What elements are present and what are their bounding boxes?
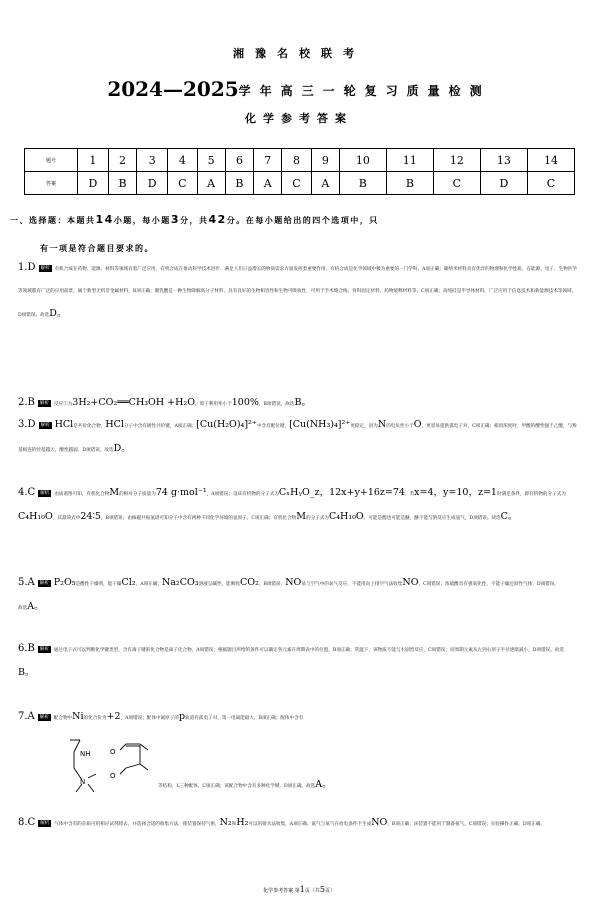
q-number: 10 — [339, 149, 386, 172]
row-label-answer: 答案 — [25, 172, 78, 195]
q-answer: D — [137, 172, 168, 195]
q-number: 13 — [480, 149, 527, 172]
exam-org: 湘豫名校联考 — [233, 47, 365, 60]
q-number: 5 — [197, 149, 225, 172]
q-answer: A — [311, 172, 339, 195]
q7-number: 7.A — [18, 711, 35, 722]
q-number: 12 — [433, 149, 480, 172]
explanation-q8: 8.C 解析 气体中含有的杂质可用相应试剂除去，并选择合适的收集方法，使装置保持气密，N₂和H₂可以用排水法收集，A项正确；氮气与氧气在放电条件下生成NO，B项正确；该装置不能用于制备氨气，C项错误；实验操作正确，D项正确。 — [18, 817, 545, 828]
q-number: 11 — [386, 149, 433, 172]
analysis-tag: 解析 — [39, 401, 49, 406]
q8-number: 8.C — [18, 817, 36, 828]
q-answer: D — [480, 172, 527, 195]
ligand-structure — [66, 734, 156, 796]
q-answer: B — [339, 172, 386, 195]
analysis-tag: 解析 — [40, 821, 50, 826]
q1-number: 1.D — [18, 262, 36, 273]
q-number: 6 — [225, 149, 254, 172]
section-heading-line1: 一、选择题：本题共14小题，每小题3分，共42分。在每小题给出的四个选项中，只 — [10, 213, 379, 226]
q-answer: C — [168, 172, 198, 195]
explanation-q7: 7.A 解析 配合物中Ni的化合价为+2，A项错误；配体中氮原子的p轨道有孤电子对，第一电离能最大，B项正确；配体中含有 等结构，L三种配体，C项正确；该配合物中含有多种化学键，D项正确。故选A。 — [18, 706, 578, 798]
explanation-q6: 6.B 解析 通过电子式可以判断化学键类型，含有离子键的化合物是离子化合物，A项错误；根据题目所给的条件可以确定各元素在周期表中的位置，B项正确；常温下，该物质不能与水剧烈反应，C项错误；同周期元素从左到右原子半径逐渐减小，D项错误。故选B。 — [18, 643, 564, 678]
analysis-tag: 解析 — [40, 423, 50, 428]
exam-years: 2024—2025 — [107, 77, 239, 101]
page-footer: 化学参考答案 第1页（共5页） — [263, 885, 335, 894]
struct-nh: NH — [80, 750, 91, 758]
q6-number: 6.B — [18, 643, 35, 654]
q-number: 3 — [137, 149, 168, 172]
explanation-q3: 3.D 解析 HCl是共价化合物，HCl分子中含有极性共价键，A项正确；[Cu(H₂O)₄]²⁺中含有配位键，[Cu(NH₃)₄]²⁺更稳定，因为N的电负性小于O，更容易提供孤电子对，C项正确；相同浓度时，甲酸的酸性强于乙酸，与羧基相连的烃基越大，酸性越弱，D项错误。故选D。 — [18, 419, 577, 454]
analysis-tag: 解析 — [40, 266, 50, 271]
analysis-tag: 解析 — [39, 581, 49, 586]
q-answer: D — [78, 172, 109, 195]
q-number: 8 — [282, 149, 312, 172]
q-answer: B — [225, 172, 254, 195]
q-answer: C — [282, 172, 312, 195]
q-number: 14 — [527, 149, 574, 172]
analysis-tag: 解析 — [39, 715, 49, 720]
q-answer: B — [386, 172, 433, 195]
explanation-q1: 1.D 解析 有机合成在药物、能源、材料等领域有着广泛应用，有机合成在推动科学技术进步、满足人们日益增长的物质需求方面发挥着重要作用，有机合成是化学领域中极为重要的一门学科。A项正确；碳纳米材料具有优异的物理和化学性质，在能源、电子、生物医学等领域都有广泛的应用前景，属于新型无机非金属材料，B项正确；聚乳酸是一种生物降解高分子材料，具有良好的生物相容性和生物可吸收性，可用于手术缝合线、骨科固定材料、药物缓释材料等，C项正确；高纯硅是半导体材料，广泛应用于信息技术和新能源技术等领域， D项错误。故选D。 — [18, 262, 577, 319]
analysis-tag: 解析 — [40, 491, 50, 496]
analysis-tag: 解析 — [39, 647, 49, 652]
q-number: 2 — [108, 149, 137, 172]
struct-n: N — [80, 778, 86, 786]
exam-name: 学年高三一轮复习质量检测 — [238, 84, 491, 98]
q2-number: 2.B — [18, 397, 35, 408]
exam-title — [0, 77, 598, 101]
answer-table — [24, 148, 575, 195]
answer-table-row-numbers — [25, 149, 575, 172]
answer-table-row-answers — [25, 172, 575, 195]
section-heading — [10, 206, 590, 263]
q-number: 9 — [311, 149, 339, 172]
struct-o1: O — [110, 748, 116, 756]
q-number: 4 — [168, 149, 198, 172]
q-number: 1 — [78, 149, 109, 172]
struct-o2: O — [110, 772, 116, 780]
q3-number: 3.D — [18, 419, 36, 430]
explanation-q5: 5.A 解析 P₂O₅是酸性干燥剂，能干燥Cl₂，A项正确；Na₂CO₃溶液呈碱性，能吸收CO₂，B项错误；NO易与空气中的氧气反应，不能用向上排空气法收集NO，C项错误；浓硫酸具有强氧化性，不能干燥还原性气体，D项错误。 故选A。 — [18, 577, 559, 612]
q-number: 7 — [254, 149, 282, 172]
q-answer: C — [433, 172, 480, 195]
q-answer: A — [254, 172, 282, 195]
q-answer: B — [108, 172, 137, 195]
q4-number: 4.C — [18, 487, 36, 498]
explanation-q2: 2.B 解析 反应②为3H₂+CO₂══CH₃OH +H₂O，原子利用率小于100%，B项错误。故选B。 — [18, 397, 311, 408]
q-answer: A — [197, 172, 225, 195]
row-label-number: 题号 — [25, 149, 78, 172]
section-heading-line2: 有一项是符合题目要求的。 — [40, 244, 154, 253]
q5-number: 5.A — [18, 577, 35, 588]
exam-subtitle: 化学参考答案 — [245, 112, 353, 125]
q-answer: C — [527, 172, 574, 195]
explanation-q4: 4.C 解析 由质谱图可知，有机化合物M的相对分子质量为74 g·mol⁻¹，A项错误；设该有机物的分子式为CₓHᵧO_z，12x+y+16z=74，若x=4，y=10，z=1时满足条件，即有机物的分子式为C₄H₁₀O，其最简式中24∶5，B项错误；由核磁共振氢谱可知分子中含有两种不同化学环境的氢原子，C项正确；有机化合物M的分子式为C₄H₁₀O，可能是醇也可能是醚，醚不能与钠反应生成氢气，D项错误。故选C。 — [18, 487, 566, 522]
